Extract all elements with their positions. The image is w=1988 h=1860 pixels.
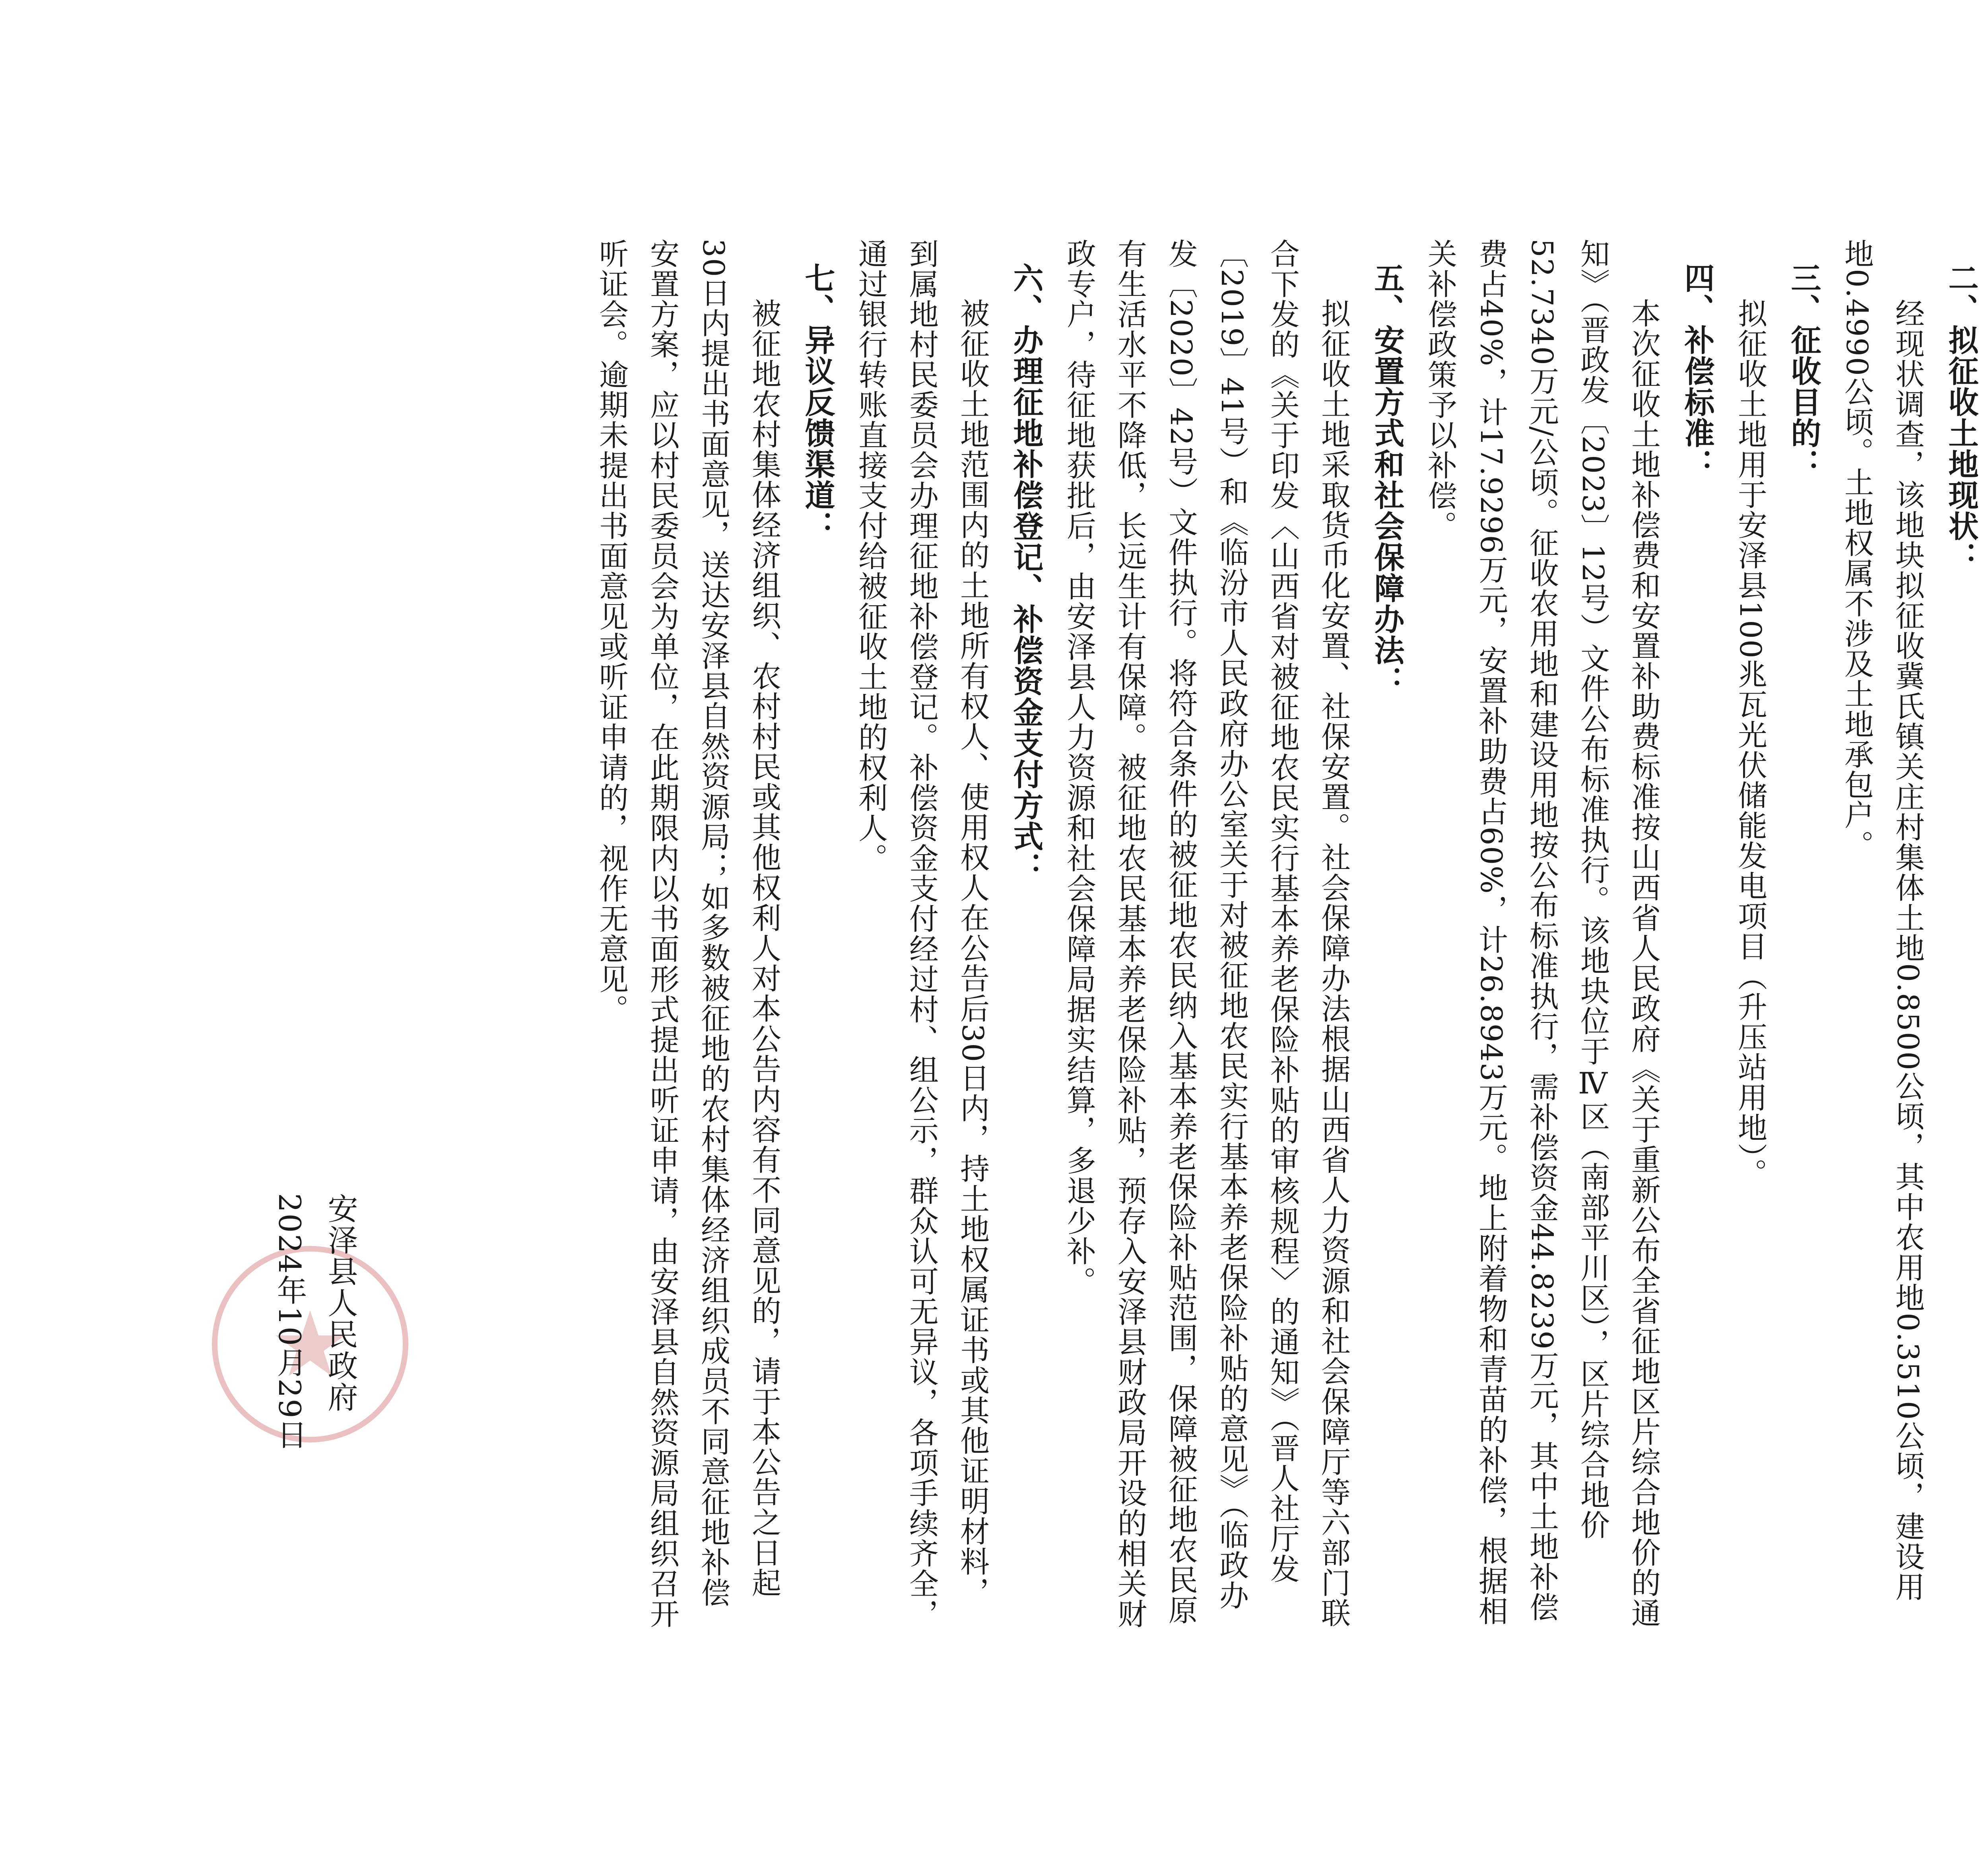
section-2-text: 经现状调查，该地块拟征收冀氏镇关庄村集体土地0.8500公顷，其中农用地0.3510公顷，建设用地0.4990公顷。土地权属不涉及土地承包户。 (1840, 239, 1925, 1602)
signature-block (207, 1193, 366, 1670)
section-5-text: 拟征收土地采取货币化安置、社保安置。社会保障办法根据山西省人力资源和社会保障厅等六部门联合下发的《关于印发〈山西省对被征地农民实行基本养老保险补贴的审核规程〉的通知》（晋人社厅发〔2019〕41号）和《临汾市人民政府办公室关于对被征地农民实行基本养老保险补贴的意见》（临政办发〔2020〕42号）文件执行。将符合条件的被征地农民纳入基本养老保险补贴范围，保障被征地农民原有生活水平不降低，长远生计有保障。被征地农民基本养老保险补贴，预存入安泽县财政局开设的相关财政专户，待征地获批后，由安泽县人力资源和社会保障局据实结算，多退少补。 (1062, 239, 1351, 1629)
section-6-heading: 六、办理征地补偿登记、补偿资金支付方式： (1008, 262, 1044, 883)
section-3-heading: 三、征收目的： (1786, 262, 1821, 480)
section-5-heading: 五、安置方式和社会保障办法： (1369, 262, 1405, 697)
section-7-heading: 七、异议反馈渠道： (800, 262, 835, 542)
issuer-name: 安泽县人民政府 (323, 1193, 358, 1413)
section-3-text: 拟征收土地用于安泽县100兆瓦光伏储能发电项目（升压站用地）。 (1733, 298, 1767, 1189)
section-4-text: 本次征收土地补偿费和安置补助费标准按山西省人民政府《关于重新公布全省征地区片综合地价的通知》（晋政发〔2023〕12号）文件公布标准执行。该地块位于Ⅳ区（南部平川区），区片综合地价52.7340万元/公顷。征收农用地和建设用地按公布标准执行，需补偿资金44.8239万元，其中土地补偿费占40%，计17.9296万元，安置补助费占60%，计26.8943万元。地上附着物和青苗的补偿，根据相关补偿政策予以补偿。 (1423, 239, 1661, 1628)
section-6-text: 被征收土地范围内的土地所有权人、使用权人在公告后30日内，持土地权属证书或其他证明材料，到属地村民委员会办理征地补偿登记。补偿资金支付经过村、组公示，群众认可无异议，各项手续齐全，通过银行转账直接支付给被征收土地的权利人。 (854, 239, 990, 1629)
issue-date: 2024年10月29日 (272, 1193, 307, 1451)
section-4-heading: 四、补偿标准： (1679, 262, 1715, 480)
document-body (586, 239, 1988, 1631)
section-7-text: 被征地农村集体经济组织、农村村民或其他权利人对本公告内容有不同意见的，请于本公告之日起30日内提出书面意见，送达安泽县自然资源局；如多数被征地的农村集体经济组织成员不同意征地补偿安置方案，应以村民委员会为单位，在此期限内以书面形式提出听证申请，由安泽县自然资源局组织召开听证会。逾期未提出书面意见或听证申请的，视作无意见。 (594, 239, 781, 1629)
section-2-heading: 二、拟征收土地现状： (1943, 262, 1979, 573)
